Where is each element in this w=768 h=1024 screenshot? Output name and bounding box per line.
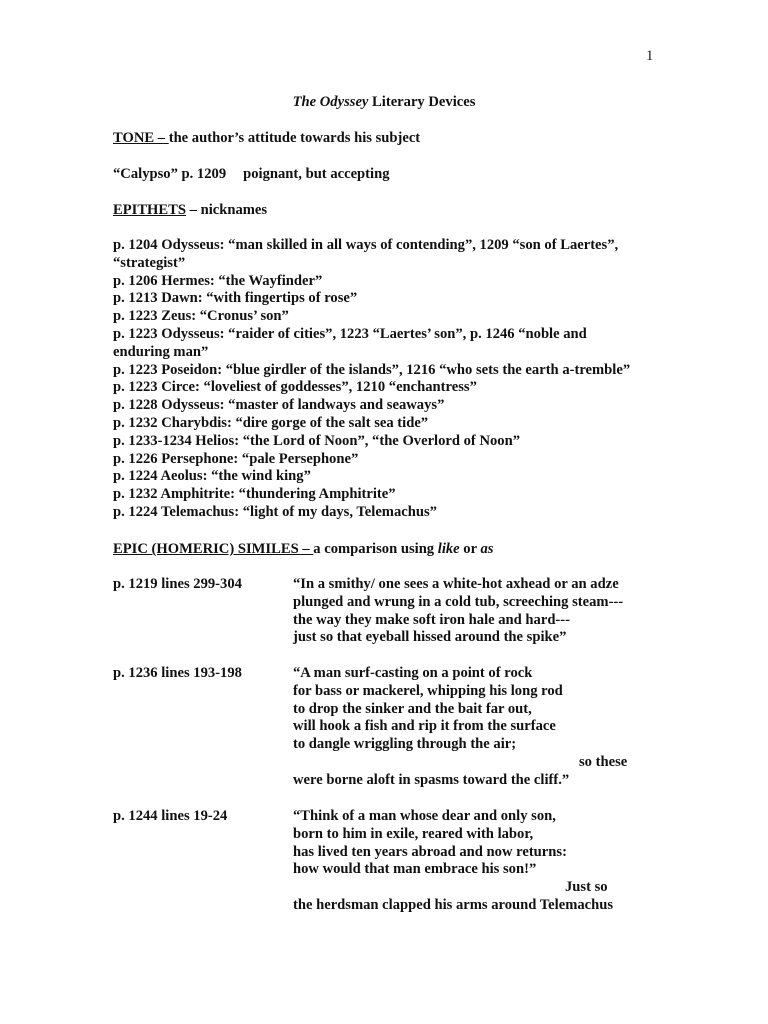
epithets-heading: EPITHETS <box>113 202 186 218</box>
similes-heading: EPIC (HOMERIC) SIMILES – <box>113 541 314 557</box>
epithets-heading-line <box>113 202 267 220</box>
tone-entry-text: poignant, but accepting <box>243 166 390 182</box>
simile-line: “Think of a man whose dear and only son, <box>293 808 556 824</box>
epithets-list <box>113 237 673 522</box>
simile-line: were borne aloft in spasms toward the cliff.” <box>293 771 570 788</box>
simile-line: to drop the sinker and the bait far out, <box>293 700 532 717</box>
epithet-line: p. 1224 Telemachus: “light of my days, Telemachus” <box>113 503 437 520</box>
epithet-line: p. 1224 Aeolus: “the wind king” <box>113 468 311 485</box>
similes-heading-line <box>113 541 493 559</box>
epithets-description: – nicknames <box>186 202 268 218</box>
tone-description: the author’s attitude towards his subject <box>168 130 421 146</box>
epithet-line: p. 1206 Hermes: “the Wayfinder” <box>113 272 323 289</box>
simile-1-ref: p. 1219 lines 299-304 <box>113 576 242 592</box>
simile-line: “In a smithy/ one sees a white-hot axhead or an adze <box>293 576 619 592</box>
simile-line-indented: Just so <box>565 879 608 896</box>
simile-line: “A man surf-casting on a point of rock <box>293 665 533 681</box>
tone-entry-ref: “Calypso” p. 1209 <box>113 166 227 182</box>
simile-2-text <box>293 665 653 790</box>
simile-line: for bass or mackerel, whipping his long rod <box>293 682 563 699</box>
simile-3-ref: p. 1244 lines 19-24 <box>113 808 228 824</box>
title-italic: The Odyssey <box>292 94 369 110</box>
similes-desc-or: or <box>459 541 481 557</box>
tone-heading: TONE – <box>113 130 169 146</box>
epithet-line: p. 1223 Circe: “loveliest of goddesses”, 1210 “enchantress” <box>113 379 477 396</box>
simile-line: to dangle wriggling through the air; <box>293 736 517 753</box>
similes-like: like <box>437 541 460 557</box>
epithet-line: p. 1213 Dawn: “with fingertips of rose” <box>113 290 358 307</box>
epithet-line: p. 1223 Poseidon: “blue girdler of the islands”, 1216 “who sets the earth a-tremble” <box>113 361 631 378</box>
simile-line: the way they make soft iron hale and hard--- <box>293 611 571 628</box>
simile-line: has lived ten years abroad and now returns: <box>293 843 567 860</box>
simile-line: will hook a fish and rip it from the surface <box>293 718 556 735</box>
simile-line: plunged and wrung in a cold tub, screeching steam--- <box>293 593 624 610</box>
epithet-line: “strategist” <box>113 254 186 271</box>
simile-3-text <box>293 808 653 915</box>
epithet-line: p. 1226 Persephone: “pale Persephone” <box>113 450 359 467</box>
simile-line: born to him in exile, reared with labor, <box>293 825 534 842</box>
epithet-line: p. 1223 Odysseus: “raider of cities”, 1223 “Laertes’ son”, p. 1246 “noble and <box>113 325 587 342</box>
epithet-line: p. 1233-1234 Helios: “the Lord of Noon”, “the Overlord of Noon” <box>113 432 520 449</box>
simile-1-text <box>293 576 653 647</box>
epithet-line: p. 1228 Odysseus: “master of landways and seaways” <box>113 397 445 414</box>
epithet-line: p. 1232 Charybdis: “dire gorge of the salt sea tide” <box>113 414 429 431</box>
tone-entry <box>113 166 390 184</box>
similes-desc-a: a comparison using <box>313 541 438 557</box>
simile-line: how would that man embrace his son!” <box>293 861 537 878</box>
epithet-line: p. 1232 Amphitrite: “thundering Amphitrite” <box>113 486 396 503</box>
similes-as: as <box>480 541 494 557</box>
page-number: 1 <box>646 48 654 64</box>
simile-2-ref: p. 1236 lines 193-198 <box>113 665 242 681</box>
simile-line: just so that eyeball hissed around the spike” <box>293 629 567 646</box>
title-rest: Literary Devices <box>368 94 476 110</box>
epithet-line: p. 1204 Odysseus: “man skilled in all ways of contending”, 1209 “son of Laertes”, <box>113 237 619 253</box>
epithet-line: p. 1223 Zeus: “Cronus’ son” <box>113 308 289 325</box>
epithet-line: enduring man” <box>113 343 209 360</box>
document-title <box>0 94 768 112</box>
simile-line-indented: so these <box>579 753 628 770</box>
simile-line: the herdsman clapped his arms around Telemachus <box>293 896 614 913</box>
tone-heading-line <box>113 130 420 148</box>
